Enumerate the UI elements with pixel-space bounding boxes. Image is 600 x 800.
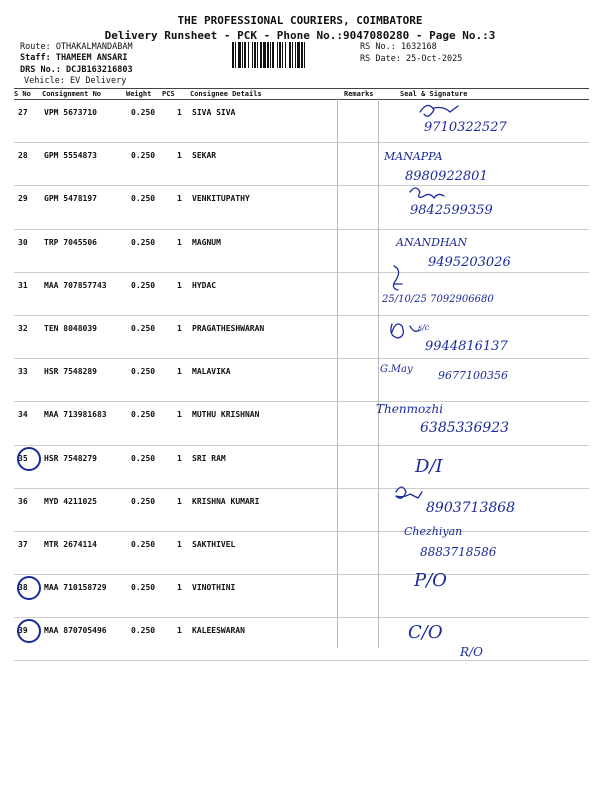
row-consignee: MALAVIKA <box>192 367 231 377</box>
table-row <box>14 230 589 273</box>
row-consignment: MAA 710158729 <box>44 583 107 593</box>
staff-label: Staff: THAMEEM ANSARI <box>20 53 128 63</box>
consignment-table <box>14 88 589 661</box>
table-row <box>14 489 589 532</box>
row-sno: 37 <box>18 539 28 549</box>
row-sno: 32 <box>18 323 28 333</box>
row-weight: 0.250 <box>131 539 156 549</box>
row-pcs: 1 <box>177 194 182 204</box>
row-sno: 27 <box>18 108 28 117</box>
row-consignment: MTR 2674114 <box>44 539 97 549</box>
row-pcs: 1 <box>177 237 182 247</box>
row-consignee: MUTHU KRISHNAN <box>192 410 260 420</box>
row-pcs: 1 <box>177 410 182 420</box>
row-weight: 0.250 <box>131 453 156 463</box>
row-consignee: SAKTHIVEL <box>192 539 236 549</box>
column-divider <box>337 98 338 648</box>
col-pcs: PCS <box>162 90 175 98</box>
row-weight: 0.250 <box>131 151 156 161</box>
column-divider <box>378 98 379 648</box>
row-consignee: KALEESWARAN <box>192 626 245 636</box>
row-consignee: SEKAR <box>192 151 217 161</box>
table-row <box>14 446 589 489</box>
table-row <box>14 575 589 618</box>
handwritten-phone: 9677100356 <box>438 369 508 382</box>
row-weight: 0.250 <box>131 323 156 333</box>
handwritten-name: G.May <box>380 364 413 375</box>
row-consignee: KRISHNA KUMARI <box>192 496 260 506</box>
handwritten-remark: P/O <box>414 570 447 591</box>
handwritten-phone: 8903713868 <box>426 500 516 516</box>
table-row <box>14 359 589 402</box>
row-pcs: 1 <box>177 583 182 593</box>
col-consignment: Consignment No <box>42 90 102 98</box>
row-pcs: 1 <box>177 151 182 161</box>
table-row <box>14 402 589 445</box>
barcode <box>232 42 354 68</box>
handwritten-name: Chezhiyan <box>404 525 463 538</box>
handwritten-mark: s/c <box>418 323 430 332</box>
handwritten-remark: D/I <box>415 456 443 477</box>
row-consignee: SRI RAM <box>192 453 226 463</box>
row-weight: 0.250 <box>131 237 156 247</box>
vehicle-label: Vehicle: EV Delivery <box>24 76 127 86</box>
row-consignment: MAA 713981683 <box>44 410 107 420</box>
table-header <box>14 88 589 100</box>
handwritten-phone: 9710322527 <box>424 120 507 135</box>
runsheet-title: Delivery Runsheet - PCK - Phone No.:9047080280 - Page No.:3 <box>104 29 496 42</box>
col-remarks: Remarks <box>344 90 374 98</box>
row-pcs: 1 <box>177 496 182 506</box>
row-consignment: VPM 5673710 <box>44 108 97 117</box>
row-pcs: 1 <box>177 367 182 377</box>
row-sno: 38 <box>18 583 28 593</box>
drs-label: DRS No.: DCJB163216803 <box>20 65 133 75</box>
row-sno: 39 <box>18 626 28 636</box>
row-weight: 0.250 <box>131 108 156 117</box>
row-pcs: 1 <box>177 453 182 463</box>
row-pcs: 1 <box>177 323 182 333</box>
row-consignment: MAA 707857743 <box>44 280 107 290</box>
row-pcs: 1 <box>177 108 182 117</box>
col-sno: S No <box>14 90 31 98</box>
col-consignee: Consignee Details <box>190 90 262 98</box>
row-pcs: 1 <box>177 626 182 636</box>
row-sno: 29 <box>18 194 28 204</box>
company-title: THE PROFESSIONAL COURIERS, COIMBATORE <box>177 14 423 27</box>
table-row <box>14 186 589 229</box>
table-row <box>14 100 589 143</box>
row-pcs: 1 <box>177 539 182 549</box>
row-sno: 35 <box>18 453 28 463</box>
row-consignment: GPM 5478197 <box>44 194 97 204</box>
row-pcs: 1 <box>177 280 182 290</box>
row-weight: 0.250 <box>131 410 156 420</box>
handwritten-name: MANAPPA <box>384 150 443 163</box>
row-consignment: TRP 7045506 <box>44 237 97 247</box>
row-sno: 30 <box>18 237 28 247</box>
table-row <box>14 143 589 186</box>
handwritten-phone: 9944816137 <box>425 339 508 354</box>
row-consignee: SIVA SIVA <box>192 108 236 117</box>
handwritten-phone: 8980922801 <box>405 169 488 184</box>
handwritten-name: ANANDHAN <box>396 236 468 249</box>
table-row <box>14 532 589 575</box>
handwritten-phone: 9495203026 <box>428 255 511 270</box>
row-sno: 36 <box>18 496 28 506</box>
handwritten-remark: R/O <box>460 645 483 659</box>
row-consignee: HYDAC <box>192 280 217 290</box>
handwritten-remark: C/O <box>408 622 443 643</box>
col-weight: Weight <box>126 90 152 98</box>
table-body <box>14 100 589 661</box>
handwritten-name: Thenmozhi <box>376 402 444 416</box>
row-sno: 33 <box>18 367 28 377</box>
row-weight: 0.250 <box>131 367 156 377</box>
table-row <box>14 316 589 359</box>
row-consignment: HSR 7548289 <box>44 367 97 377</box>
row-consignee: MAGNUM <box>192 237 221 247</box>
rs-number: RS No.: 1632168 <box>360 42 437 52</box>
row-weight: 0.250 <box>131 626 156 636</box>
row-sno: 31 <box>18 280 28 290</box>
handwritten-phone: 6385336923 <box>420 420 510 436</box>
table-row <box>14 273 589 316</box>
handwritten-phone: 9842599359 <box>410 203 493 218</box>
table-row <box>14 618 589 661</box>
row-consignee: VINOTHINI <box>192 583 236 593</box>
row-weight: 0.250 <box>131 194 156 204</box>
row-consignment: MYD 4211025 <box>44 496 97 506</box>
rs-date: RS Date: 25-Oct-2025 <box>360 54 463 64</box>
row-consignee: VENKITUPATHY <box>192 194 250 204</box>
row-sno: 28 <box>18 151 28 161</box>
row-consignment: MAA 870705496 <box>44 626 107 636</box>
row-consignment: GPM 5554873 <box>44 151 97 161</box>
row-consignee: PRAGATHESHWARAN <box>192 323 265 333</box>
row-weight: 0.250 <box>131 280 156 290</box>
handwritten-phone: 8883718586 <box>420 545 497 559</box>
handwritten-date-phone: 25/10/25 7092906680 <box>382 294 494 305</box>
row-weight: 0.250 <box>131 496 156 506</box>
row-sno: 34 <box>18 410 28 420</box>
route-label: Route: OTHAKALMANDABAM <box>20 42 133 52</box>
row-weight: 0.250 <box>131 583 156 593</box>
row-consignment: TEN 8048039 <box>44 323 97 333</box>
col-seal: Seal & Signature <box>400 90 468 98</box>
row-consignment: HSR 7548279 <box>44 453 97 463</box>
